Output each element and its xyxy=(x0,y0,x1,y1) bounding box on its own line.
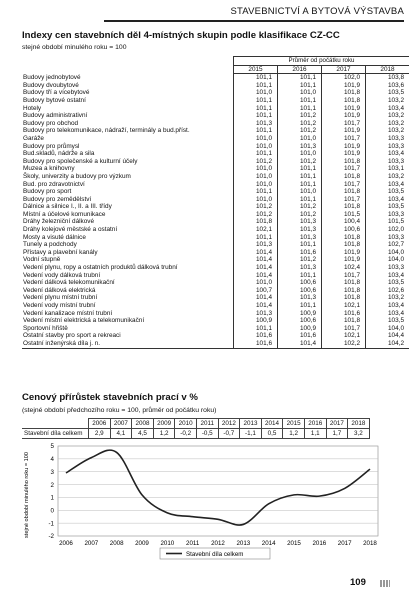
value-cell: 4,1 xyxy=(110,429,132,439)
cell-value: 101,1 xyxy=(278,173,322,181)
cell-value: 100,6 xyxy=(278,279,322,287)
cell-value: 100,6 xyxy=(278,287,322,295)
cell-value: 101,1 xyxy=(278,241,322,249)
row-label: Garáže xyxy=(23,134,44,142)
value-cell: 2,9 xyxy=(89,429,111,439)
row-label: Stavební díla celkem xyxy=(22,429,89,439)
table-row xyxy=(22,249,409,257)
cell-value: 103,4 xyxy=(366,196,410,204)
cell-value: 101,2 xyxy=(278,256,322,264)
row-label: Místní a účelové komunikace xyxy=(23,210,106,218)
cell-value: 103,2 xyxy=(366,97,410,105)
cell-value: 103,4 xyxy=(366,310,410,318)
year-cell: 2006 xyxy=(89,419,111,429)
table-row xyxy=(22,89,409,97)
value-cell: 1,2 xyxy=(283,429,305,439)
y-tick-label: 5 xyxy=(50,443,54,451)
cell-value: 101,0 xyxy=(234,196,278,204)
cell-value: 103,1 xyxy=(366,165,410,173)
cell-value: 103,5 xyxy=(366,279,410,287)
cell-value: 101,7 xyxy=(322,181,366,189)
row-label: Bud. pro zdravotnictví xyxy=(23,180,85,188)
row-label: Budovy pro sport xyxy=(23,188,72,196)
index-table-title: Indexy cen stavebních děl 4-místných skupin podle klasifikace CZ-CC xyxy=(22,30,340,41)
x-tick-label: 2011 xyxy=(186,540,200,547)
cell-value: 101,9 xyxy=(322,127,366,135)
x-tick-label: 2010 xyxy=(160,540,175,547)
y-tick-label: -1 xyxy=(48,520,54,528)
row-label: Sportovní hřiště xyxy=(23,324,68,332)
row-label: Budovy dvoubytové xyxy=(23,81,79,89)
cell-value: 101,7 xyxy=(322,135,366,143)
cell-value: 103,4 xyxy=(366,272,410,280)
cell-value: 101,9 xyxy=(322,105,366,113)
value-cell: 0,5 xyxy=(261,429,283,439)
cell-value: 101,3 xyxy=(234,120,278,128)
cell-value: 102,7 xyxy=(366,241,410,249)
value-cell: -0,7 xyxy=(218,429,240,439)
cell-value: 101,9 xyxy=(322,150,366,158)
year-cell: 2008 xyxy=(132,419,154,429)
cell-value: 101,7 xyxy=(322,272,366,280)
year-cell: 2010 xyxy=(175,419,197,429)
row-label: Budovy pro zemědělství xyxy=(23,195,92,203)
cell-value: 104,0 xyxy=(366,249,410,257)
cell-value: 101,8 xyxy=(234,218,278,226)
cell-value: 101,6 xyxy=(278,249,322,257)
cell-value: 103,3 xyxy=(366,211,410,219)
row-label: Vedení místní elektrická a telekomunikační xyxy=(23,317,145,325)
table-row xyxy=(22,97,409,105)
table-row xyxy=(22,325,409,333)
cell-value: 103,4 xyxy=(366,150,410,158)
table-row xyxy=(22,279,409,287)
x-tick-label: 2013 xyxy=(236,540,251,547)
cell-value: 101,1 xyxy=(234,234,278,242)
cell-value: 103,2 xyxy=(366,173,410,181)
row-label: Vedení plynu, ropy a ostatních produktů dálková trubní xyxy=(23,264,178,272)
row-label: Ostatní inženýrská díla j. n. xyxy=(22,340,234,348)
cell-value: 101,8 xyxy=(322,89,366,97)
row-label: Vedení dálková telekomunikační xyxy=(23,279,115,287)
cell-value: 103,2 xyxy=(366,112,410,120)
table-row xyxy=(22,264,409,272)
cell-value: 101,5 xyxy=(366,218,410,226)
cell-value: 101,0 xyxy=(278,150,322,158)
cell-value: 101,1 xyxy=(278,302,322,310)
cell-value: 101,9 xyxy=(322,82,366,90)
cell-value: 101,1 xyxy=(278,196,322,204)
cell-value: 103,4 xyxy=(366,105,410,113)
value-cell: 4,5 xyxy=(132,429,154,439)
cell-value: 103,5 xyxy=(366,188,410,196)
cell-value: 101,0 xyxy=(234,173,278,181)
cell-value: 101,1 xyxy=(234,112,278,120)
y-tick-label: 0 xyxy=(50,507,54,515)
table-row xyxy=(22,287,409,295)
cell-value: 103,2 xyxy=(366,294,410,302)
x-tick-label: 2009 xyxy=(135,540,149,547)
table-row xyxy=(22,310,409,318)
row-label: Bud.skladů, nádrže a sila xyxy=(23,150,95,158)
cell-value: 101,3 xyxy=(278,294,322,302)
cell-value: 101,7 xyxy=(322,120,366,128)
cell-value: 101,8 xyxy=(322,173,366,181)
cell-value: 100,4 xyxy=(322,218,366,226)
table-row xyxy=(22,234,409,242)
cell-value: 101,0 xyxy=(234,143,278,151)
cell-value: 101,3 xyxy=(278,218,322,226)
cell-value: 101,1 xyxy=(278,272,322,280)
row-label: Budovy jednobytové xyxy=(23,73,81,81)
cell-value: 101,8 xyxy=(322,158,366,166)
cell-value: 101,1 xyxy=(234,105,278,113)
row-label: Budovy tří a vícebytové xyxy=(23,89,90,97)
cell-value: 101,1 xyxy=(234,74,278,82)
row-label: Dráhy železniční dálkové xyxy=(23,218,95,226)
cell-value: 103,3 xyxy=(366,143,410,151)
cell-value: 101,3 xyxy=(234,241,278,249)
header-blank xyxy=(22,57,234,66)
cell-value: 103,6 xyxy=(366,82,410,90)
cell-value: 102,2 xyxy=(322,340,366,348)
year-cell: 2017 xyxy=(326,419,348,429)
cell-value: 102,1 xyxy=(322,302,366,310)
cell-value: 102,1 xyxy=(322,332,366,340)
cell-value: 101,3 xyxy=(278,226,322,234)
year-cell: 2014 xyxy=(261,419,283,429)
row-label: Ostatní stavby pro sport a rekreaci xyxy=(23,332,121,340)
cell-value: 101,8 xyxy=(322,188,366,196)
cell-value: 101,1 xyxy=(278,82,322,90)
row-label: Školy, univerzity a budovy pro výzkum xyxy=(23,172,131,180)
year-header: 2015 xyxy=(234,65,278,74)
cell-value: 101,6 xyxy=(234,332,278,340)
row-label: Vedení kanalizace místní trubní xyxy=(23,309,113,317)
cell-value: 101,2 xyxy=(278,158,322,166)
table-row xyxy=(22,165,409,173)
cell-value: 101,4 xyxy=(234,256,278,264)
row-label: Dráhy kolejové městské a ostatní xyxy=(23,226,118,234)
index-table-subtitle: stejné období minulého roku = 100 xyxy=(22,44,127,51)
cell-value: 101,4 xyxy=(234,272,278,280)
cell-value: 103,5 xyxy=(366,317,410,325)
cell-value: 101,2 xyxy=(234,211,278,219)
row-label: Budovy pro průmysl xyxy=(23,142,80,150)
cell-value: 101,8 xyxy=(322,203,366,211)
row-label: Tunely a podchody xyxy=(23,241,77,249)
cell-value: 100,9 xyxy=(234,317,278,325)
table-row xyxy=(22,173,409,181)
cell-value: 101,1 xyxy=(278,97,322,105)
table-row xyxy=(22,158,409,166)
cell-value: 101,0 xyxy=(278,188,322,196)
cell-value: 101,0 xyxy=(234,135,278,143)
cell-value: 103,8 xyxy=(366,74,410,82)
row-label: Přístavy a plavební kanály xyxy=(23,248,98,256)
table-row xyxy=(22,218,409,226)
table-row xyxy=(22,112,409,120)
header-blank xyxy=(22,419,89,429)
year-cell: 2016 xyxy=(304,419,326,429)
cell-value: 103,4 xyxy=(366,302,410,310)
page-marker-decoration xyxy=(380,580,390,587)
cell-value: 103,3 xyxy=(366,158,410,166)
row-label: Dálnice a silnice I., II. a III. třídy xyxy=(23,203,112,211)
year-header: 2017 xyxy=(322,65,366,74)
cell-value: 101,2 xyxy=(234,158,278,166)
y-tick-label: 3 xyxy=(50,468,54,476)
cell-value: 101,1 xyxy=(278,105,322,113)
y-tick-label: -2 xyxy=(48,533,54,541)
cell-value: 101,0 xyxy=(234,89,278,97)
cell-value: 100,9 xyxy=(278,325,322,333)
year-cell: 2018 xyxy=(348,419,370,429)
plot-area xyxy=(58,446,378,536)
cell-value: 101,0 xyxy=(234,279,278,287)
table-row xyxy=(22,74,409,82)
cell-value: 101,2 xyxy=(234,203,278,211)
cell-value: 101,8 xyxy=(322,241,366,249)
table-row xyxy=(22,105,409,113)
cell-value: 101,1 xyxy=(234,97,278,105)
cell-value: 104,4 xyxy=(366,332,410,340)
table-row xyxy=(22,120,409,128)
cell-value: 103,4 xyxy=(366,181,410,189)
year-header-row xyxy=(22,65,409,74)
y-tick-label: 4 xyxy=(50,456,54,464)
cell-value: 101,9 xyxy=(322,256,366,264)
value-cell: -1,1 xyxy=(240,429,262,439)
year-cell: 2015 xyxy=(283,419,305,429)
row-label: Vedení dálková elektrická xyxy=(23,286,96,294)
cell-value: 101,0 xyxy=(234,165,278,173)
y-tick-label: 1 xyxy=(50,494,54,502)
table-row xyxy=(22,188,409,196)
row-label: Budovy pro společenské a kulturní účely xyxy=(23,157,138,165)
cell-value: 100,9 xyxy=(278,310,322,318)
cell-value: 101,8 xyxy=(322,234,366,242)
cell-value: 101,9 xyxy=(322,249,366,257)
cell-value: 101,3 xyxy=(278,143,322,151)
cell-value: 103,3 xyxy=(366,264,410,272)
cell-value: 103,2 xyxy=(366,120,410,128)
x-tick-label: 2017 xyxy=(337,540,352,547)
cell-value: 102,0 xyxy=(366,226,410,234)
value-cell: 1,2 xyxy=(153,429,175,439)
cell-value: 101,7 xyxy=(322,196,366,204)
legend-label: Stavební díla celkem xyxy=(186,551,244,558)
year-row xyxy=(22,419,369,429)
cell-value: 101,8 xyxy=(322,287,366,295)
cell-value: 101,7 xyxy=(322,165,366,173)
table-row xyxy=(22,196,409,204)
header-blank xyxy=(22,65,234,74)
cell-value: 102,0 xyxy=(322,74,366,82)
price-growth-subtitle: (stejné období předchozího roku = 100, průměr od počátku roku) xyxy=(22,407,217,414)
cell-value: 101,4 xyxy=(234,249,278,257)
row-label: Budovy administrativní xyxy=(23,112,88,120)
table-header-row xyxy=(22,57,409,66)
cell-value: 101,1 xyxy=(234,188,278,196)
page-header: STAVEBNICTVÍ A BYTOVÁ VÝSTAVBA xyxy=(104,6,404,22)
cell-value: 101,2 xyxy=(278,203,322,211)
x-tick-label: 2016 xyxy=(312,540,327,547)
price-index-table xyxy=(22,56,409,349)
x-tick-label: 2014 xyxy=(261,540,276,547)
cell-value: 101,1 xyxy=(278,74,322,82)
table-row xyxy=(22,150,409,158)
cell-value: 100,6 xyxy=(322,226,366,234)
year-header: 2016 xyxy=(278,65,322,74)
cell-value: 101,8 xyxy=(322,317,366,325)
row-label: Mosty a visuté dálnice xyxy=(23,233,86,241)
cell-value: 101,1 xyxy=(234,150,278,158)
cell-value: 101,4 xyxy=(234,264,278,272)
price-growth-table xyxy=(22,418,370,439)
cell-value: 103,2 xyxy=(366,127,410,135)
cell-value: 101,2 xyxy=(278,112,322,120)
cell-value: 101,3 xyxy=(234,310,278,318)
group-header: Průměr od počátku roku xyxy=(234,57,410,66)
cell-value: 101,6 xyxy=(234,340,278,348)
x-tick-label: 2012 xyxy=(211,540,225,547)
cell-value: 101,9 xyxy=(322,143,366,151)
table-row xyxy=(22,317,409,325)
cell-value: 101,9 xyxy=(322,112,366,120)
cell-value: 101,0 xyxy=(278,89,322,97)
cell-value: 101,8 xyxy=(322,279,366,287)
cell-value: 101,1 xyxy=(278,181,322,189)
table-row xyxy=(22,127,409,135)
cell-value: 101,1 xyxy=(278,165,322,173)
year-cell: 2009 xyxy=(153,419,175,429)
price-growth-title: Cenový přírůstek stavebních prací v % xyxy=(22,392,198,403)
table-row xyxy=(22,256,409,264)
row-label: Muzea a knihovny xyxy=(23,165,75,173)
x-tick-label: 2018 xyxy=(363,540,377,547)
value-cell: 3,2 xyxy=(348,429,370,439)
cell-value: 103,3 xyxy=(366,234,410,242)
cell-value: 101,5 xyxy=(322,211,366,219)
table-row xyxy=(22,82,409,90)
price-growth-line-chart xyxy=(10,440,390,570)
year-cell: 2011 xyxy=(196,419,218,429)
cell-value: 101,6 xyxy=(278,332,322,340)
cell-value: 101,1 xyxy=(234,325,278,333)
cell-value: 101,4 xyxy=(234,294,278,302)
row-label: Budovy pro telekomunikace, nádraží, terminály a bud.příst. xyxy=(23,127,190,135)
cell-value: 101,0 xyxy=(278,135,322,143)
table-row xyxy=(22,135,409,143)
cell-value: 102,6 xyxy=(366,287,410,295)
cell-value: 103,5 xyxy=(366,89,410,97)
cell-value: 101,1 xyxy=(234,82,278,90)
row-label: Vedení vody dálková trubní xyxy=(23,271,101,279)
table-row xyxy=(22,294,409,302)
cell-value: 101,0 xyxy=(234,181,278,189)
cell-value: 101,1 xyxy=(234,127,278,135)
row-label: Vedení vody místní trubní xyxy=(23,302,96,309)
page-number: 109 xyxy=(350,577,366,588)
cell-value: 104,2 xyxy=(366,340,410,348)
table-row xyxy=(22,226,409,234)
cell-value: 104,0 xyxy=(366,325,410,333)
cell-value: 101,3 xyxy=(278,234,322,242)
cell-value: 100,6 xyxy=(278,317,322,325)
table-row xyxy=(22,143,409,151)
y-axis-label: stejné období minulého roku = 100 xyxy=(24,452,30,538)
y-tick-label: 2 xyxy=(50,481,54,489)
table-row xyxy=(22,340,409,348)
value-cell: -0,2 xyxy=(175,429,197,439)
cell-value: 101,7 xyxy=(322,325,366,333)
row-label: Hotely xyxy=(23,104,42,112)
value-cell: 1,7 xyxy=(326,429,348,439)
row-label: Vodní stupně xyxy=(23,256,61,264)
row-label: Vedení plynu místní trubní xyxy=(23,294,98,302)
value-row xyxy=(22,429,369,439)
year-header: 2018 xyxy=(366,65,410,74)
table-row xyxy=(22,211,409,219)
x-tick-label: 2008 xyxy=(109,540,124,547)
cell-value: 102,1 xyxy=(234,226,278,234)
row-label: Budovy pro obchod xyxy=(23,119,79,127)
table-row xyxy=(22,241,409,249)
year-cell: 2013 xyxy=(240,419,262,429)
x-tick-label: 2007 xyxy=(84,540,99,547)
x-tick-label: 2015 xyxy=(287,540,301,547)
value-cell: -0,5 xyxy=(196,429,218,439)
cell-value: 100,7 xyxy=(234,287,278,295)
cell-value: 101,8 xyxy=(322,97,366,105)
cell-value: 101,2 xyxy=(278,211,322,219)
cell-value: 102,4 xyxy=(322,264,366,272)
cell-value: 101,4 xyxy=(278,340,322,348)
cell-value: 101,8 xyxy=(322,294,366,302)
row-label: Budovy bytové ostatní xyxy=(23,96,86,104)
year-cell: 2012 xyxy=(218,419,240,429)
table-row xyxy=(22,272,409,280)
value-cell: 1,1 xyxy=(304,429,326,439)
x-tick-label: 2006 xyxy=(59,540,73,547)
table-row xyxy=(22,332,409,340)
cell-value: 103,3 xyxy=(366,135,410,143)
table-row xyxy=(22,302,409,310)
cell-value: 101,3 xyxy=(278,264,322,272)
year-cell: 2007 xyxy=(110,419,132,429)
cell-value: 104,0 xyxy=(366,256,410,264)
table-row xyxy=(22,181,409,189)
cell-value: 101,4 xyxy=(234,302,278,310)
cell-value: 101,2 xyxy=(278,127,322,135)
cell-value: 101,2 xyxy=(278,120,322,128)
cell-value: 101,6 xyxy=(322,310,366,318)
table-row xyxy=(22,203,409,211)
cell-value: 103,5 xyxy=(366,203,410,211)
